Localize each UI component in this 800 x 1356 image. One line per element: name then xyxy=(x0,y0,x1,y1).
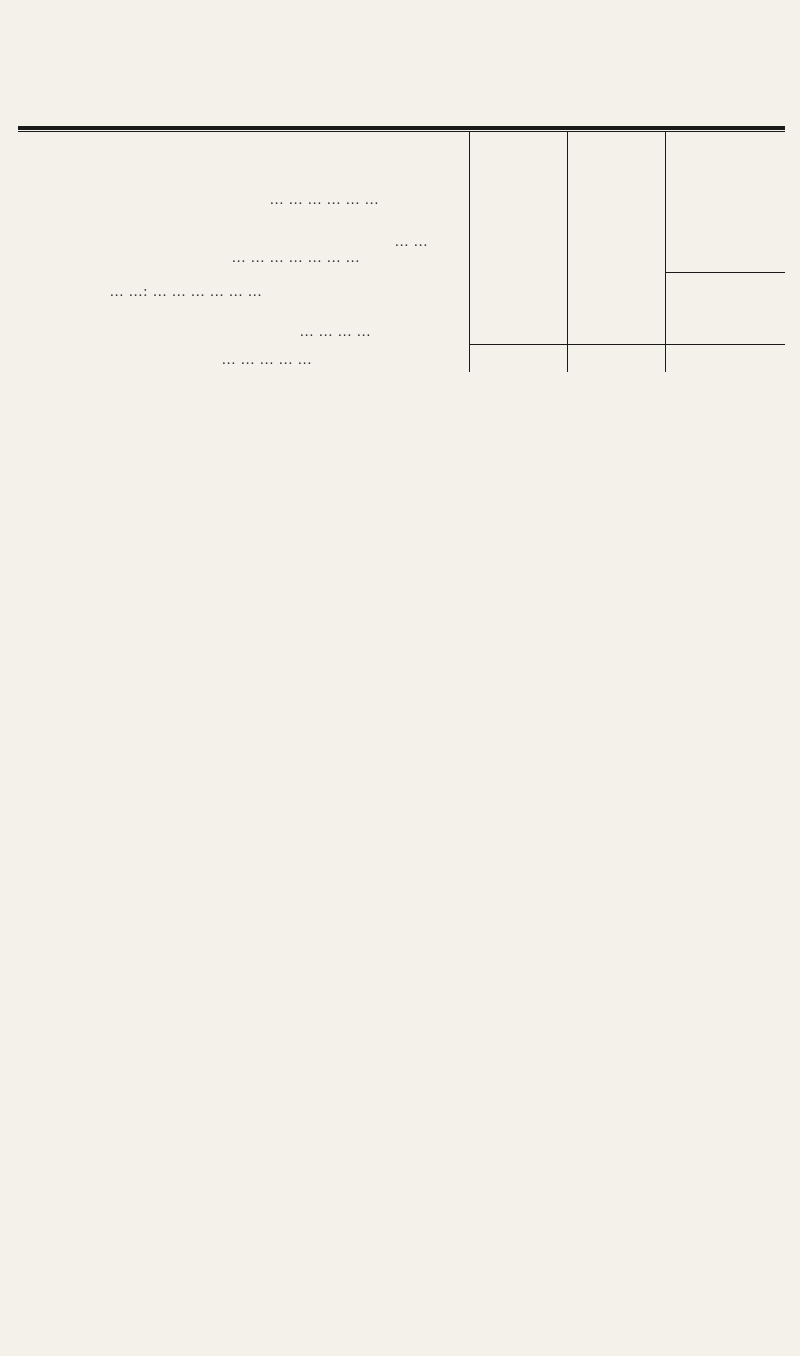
leader-dots: ... ... ... ... ... xyxy=(222,352,313,368)
column-divider xyxy=(665,278,666,348)
column-divider xyxy=(665,132,666,278)
leader-dots: ... ... ... ... ... ... xyxy=(270,192,380,208)
leader-dots: ... ... xyxy=(395,234,429,250)
leader-dots: ... ... ... ... ... ... ... xyxy=(232,250,361,266)
column-divider xyxy=(567,278,568,348)
sum-rule xyxy=(470,344,785,345)
column-divider xyxy=(665,344,666,372)
column-divider xyxy=(469,132,470,278)
column-divider xyxy=(567,344,568,372)
sum-rule xyxy=(666,272,785,273)
leader-dots: ... ... ... ... xyxy=(300,324,372,340)
leader-dots: ... ...: ... ... ... ... ... ... xyxy=(110,284,263,300)
column-divider xyxy=(469,278,470,348)
column-divider xyxy=(469,344,470,372)
table-top-rule-thin xyxy=(18,131,785,132)
table-top-rule xyxy=(18,126,785,130)
column-divider xyxy=(567,132,568,278)
